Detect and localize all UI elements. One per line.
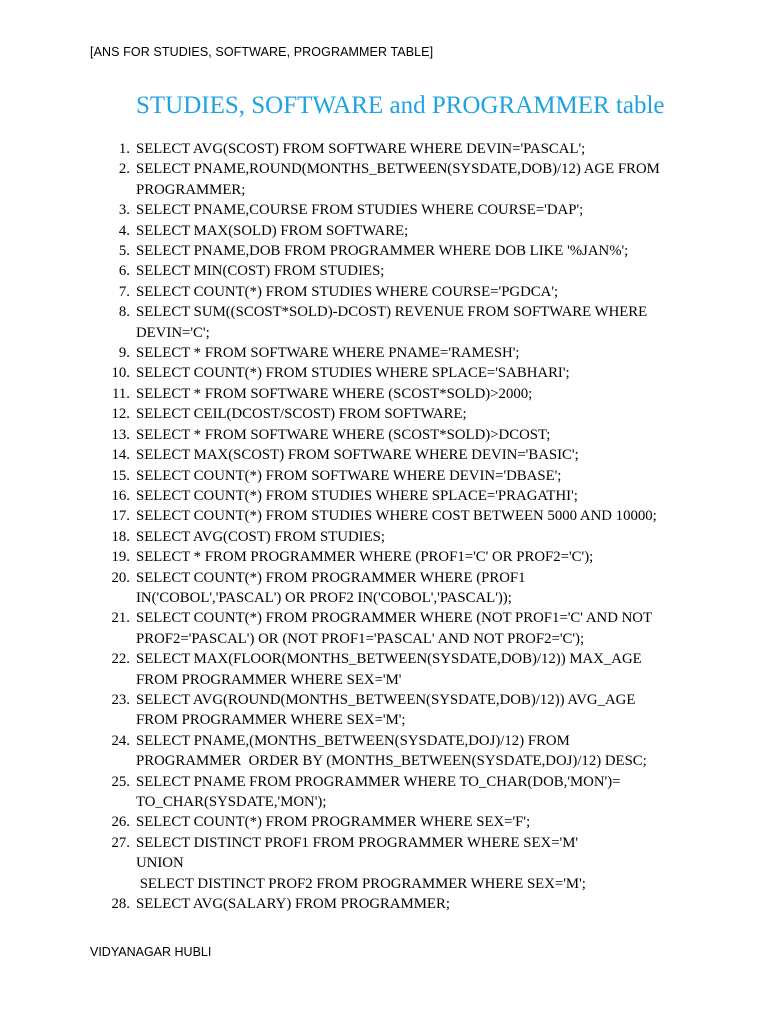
query-number: 26. bbox=[111, 814, 130, 831]
query-number: 13. bbox=[111, 426, 130, 443]
query-number: 27. bbox=[111, 834, 130, 851]
query-text-line: IN('COBOL','PASCAL') OR PROF2 IN('COBOL','PASCAL')); bbox=[136, 589, 512, 606]
query-number: 16. bbox=[111, 487, 130, 504]
query-text-line: SELECT AVG(ROUND(MONTHS_BETWEEN(SYSDATE,DOB)/12)) AVG_AGE bbox=[136, 691, 636, 708]
query-item bbox=[111, 466, 681, 486]
query-item bbox=[111, 833, 681, 894]
query-number: 9. bbox=[118, 345, 130, 362]
query-number: 1. bbox=[118, 141, 130, 157]
query-text-line: SELECT COUNT(*) FROM STUDIES WHERE SPLACE='PRAGATHI'; bbox=[136, 487, 578, 504]
query-text-line: SELECT COUNT(*) FROM STUDIES WHERE COST BETWEEN 5000 AND 10000; bbox=[136, 508, 657, 525]
query-item bbox=[118, 241, 681, 261]
query-number: 18. bbox=[111, 528, 130, 545]
query-text-line: SELECT * FROM PROGRAMMER WHERE (PROF1='C' OR PROF2='C'); bbox=[136, 549, 594, 566]
query-item bbox=[118, 343, 681, 363]
query-number: 20. bbox=[111, 569, 130, 586]
query-item bbox=[118, 159, 681, 200]
query-text-line: DEVIN='C'; bbox=[136, 324, 210, 341]
query-item bbox=[111, 445, 681, 465]
query-item bbox=[118, 139, 681, 159]
query-text-line: SELECT AVG(COST) FROM STUDIES; bbox=[136, 528, 385, 545]
query-text-line: SELECT * FROM SOFTWARE WHERE PNAME='RAMESH'; bbox=[136, 345, 520, 362]
query-text-line: PROF2='PASCAL') OR (NOT PROF1='PASCAL' AND NOT PROF2='C'); bbox=[136, 630, 585, 647]
query-text-line: SELECT PNAME,(MONTHS_BETWEEN(SYSDATE,DOJ)/12) FROM bbox=[136, 732, 570, 749]
query-text-line: SELECT MAX(SCOST) FROM SOFTWARE WHERE DEVIN='BASIC'; bbox=[136, 447, 579, 464]
query-list bbox=[111, 139, 681, 914]
query-item bbox=[111, 547, 681, 567]
query-text-line: FROM PROGRAMMER WHERE SEX='M'; bbox=[136, 712, 406, 729]
query-text-line: SELECT MIN(COST) FROM STUDIES; bbox=[136, 263, 385, 280]
query-item bbox=[112, 384, 681, 404]
query-number: 25. bbox=[111, 773, 130, 790]
query-number: 8. bbox=[118, 304, 130, 321]
query-number: 12. bbox=[111, 406, 130, 423]
query-text-line: SELECT DISTINCT PROF1 FROM PROGRAMMER WHERE SEX='M' bbox=[136, 834, 579, 851]
query-text-line: SELECT COUNT(*) FROM STUDIES WHERE SPLACE='SABHARI'; bbox=[136, 365, 570, 382]
query-text-line: SELECT COUNT(*) FROM SOFTWARE WHERE DEVIN='DBASE'; bbox=[136, 467, 562, 484]
query-item bbox=[111, 363, 681, 383]
query-item bbox=[111, 527, 681, 547]
query-text-line: UNION bbox=[136, 855, 184, 872]
query-number: 17. bbox=[111, 508, 130, 525]
query-number: 5. bbox=[118, 243, 130, 260]
query-item bbox=[111, 608, 681, 649]
query-item bbox=[118, 261, 681, 281]
query-text-line: SELECT COUNT(*) FROM PROGRAMMER WHERE (NOT PROF1='C' AND NOT bbox=[136, 610, 652, 627]
query-text-line: SELECT PNAME,DOB FROM PROGRAMMER WHERE DOB LIKE '%JAN%'; bbox=[136, 243, 629, 260]
query-number: 6. bbox=[118, 263, 130, 280]
query-number: 24. bbox=[111, 732, 130, 749]
query-number: 14. bbox=[111, 447, 130, 464]
query-text-line: SELECT * FROM SOFTWARE WHERE (SCOST*SOLD)>2000; bbox=[136, 385, 533, 402]
query-item bbox=[111, 731, 681, 772]
query-item bbox=[111, 772, 681, 813]
query-text-line: SELECT SUM((SCOST*SOLD)-DCOST) REVENUE FROM SOFTWARE WHERE bbox=[136, 304, 648, 321]
query-item bbox=[118, 221, 681, 241]
query-item bbox=[111, 812, 681, 832]
document-title: STUDIES, SOFTWARE and PROGRAMMER table bbox=[136, 92, 665, 119]
query-text-line: SELECT * FROM SOFTWARE WHERE (SCOST*SOLD)>DCOST; bbox=[136, 426, 551, 443]
query-number: 21. bbox=[111, 610, 130, 627]
query-text-line: SELECT PNAME,COURSE FROM STUDIES WHERE COURSE='DAP'; bbox=[136, 202, 584, 219]
query-number: 19. bbox=[111, 549, 130, 566]
query-text-line: SELECT AVG(SCOST) FROM SOFTWARE WHERE DEVIN='PASCAL'; bbox=[136, 141, 586, 157]
query-item bbox=[111, 486, 681, 506]
query-number: 4. bbox=[118, 222, 130, 239]
query-text-line: SELECT MAX(SOLD) FROM SOFTWARE; bbox=[136, 222, 409, 239]
query-item bbox=[111, 690, 681, 731]
query-item bbox=[118, 282, 681, 302]
query-number: 22. bbox=[111, 651, 130, 668]
query-text-line: SELECT COUNT(*) FROM STUDIES WHERE COURSE='PGDCA'; bbox=[136, 283, 559, 300]
query-number: 15. bbox=[111, 467, 130, 484]
query-item bbox=[111, 894, 681, 914]
query-item bbox=[111, 404, 681, 424]
query-item bbox=[118, 200, 681, 220]
query-number: 23. bbox=[111, 691, 130, 708]
query-text-line: SELECT MAX(FLOOR(MONTHS_BETWEEN(SYSDATE,DOB)/12)) MAX_AGE bbox=[136, 651, 642, 668]
query-text-line: TO_CHAR(SYSDATE,'MON'); bbox=[136, 794, 327, 810]
query-number: 2. bbox=[118, 161, 130, 178]
query-text-line: FROM PROGRAMMER WHERE SEX='M' bbox=[136, 671, 402, 688]
query-item bbox=[111, 506, 681, 526]
query-number: 10. bbox=[111, 365, 130, 382]
query-text-line: SELECT DISTINCT PROF2 FROM PROGRAMMER WHERE SEX='M'; bbox=[136, 875, 586, 892]
query-text-line: PROGRAMMER ORDER BY (MONTHS_BETWEEN(SYSDATE,DOJ)/12) DESC; bbox=[136, 753, 647, 770]
query-number: 7. bbox=[118, 283, 130, 300]
page-header: [ANS FOR STUDIES, SOFTWARE, PROGRAMMER TABLE] bbox=[90, 45, 434, 59]
query-text-line: SELECT CEIL(DCOST/SCOST) FROM SOFTWARE; bbox=[136, 406, 467, 423]
query-number: 3. bbox=[118, 202, 130, 219]
query-number: 28. bbox=[111, 896, 130, 913]
query-text-line: SELECT PNAME FROM PROGRAMMER WHERE TO_CHAR(DOB,'MON')= bbox=[136, 773, 621, 790]
query-text-line: SELECT COUNT(*) FROM PROGRAMMER WHERE (PROF1 bbox=[136, 569, 526, 586]
query-number: 11. bbox=[112, 385, 130, 402]
query-text-line: SELECT AVG(SALARY) FROM PROGRAMMER; bbox=[136, 896, 450, 913]
query-text-line: PROGRAMMER; bbox=[136, 181, 246, 198]
query-item bbox=[118, 302, 681, 343]
query-text-line: SELECT PNAME,ROUND(MONTHS_BETWEEN(SYSDATE,DOB)/12) AGE FROM bbox=[136, 161, 660, 178]
query-item bbox=[111, 425, 681, 445]
query-item bbox=[111, 649, 681, 690]
query-item bbox=[111, 568, 681, 609]
page-footer: VIDYANAGAR HUBLI bbox=[90, 945, 212, 959]
query-text-line: SELECT COUNT(*) FROM PROGRAMMER WHERE SEX='F'; bbox=[136, 814, 531, 831]
